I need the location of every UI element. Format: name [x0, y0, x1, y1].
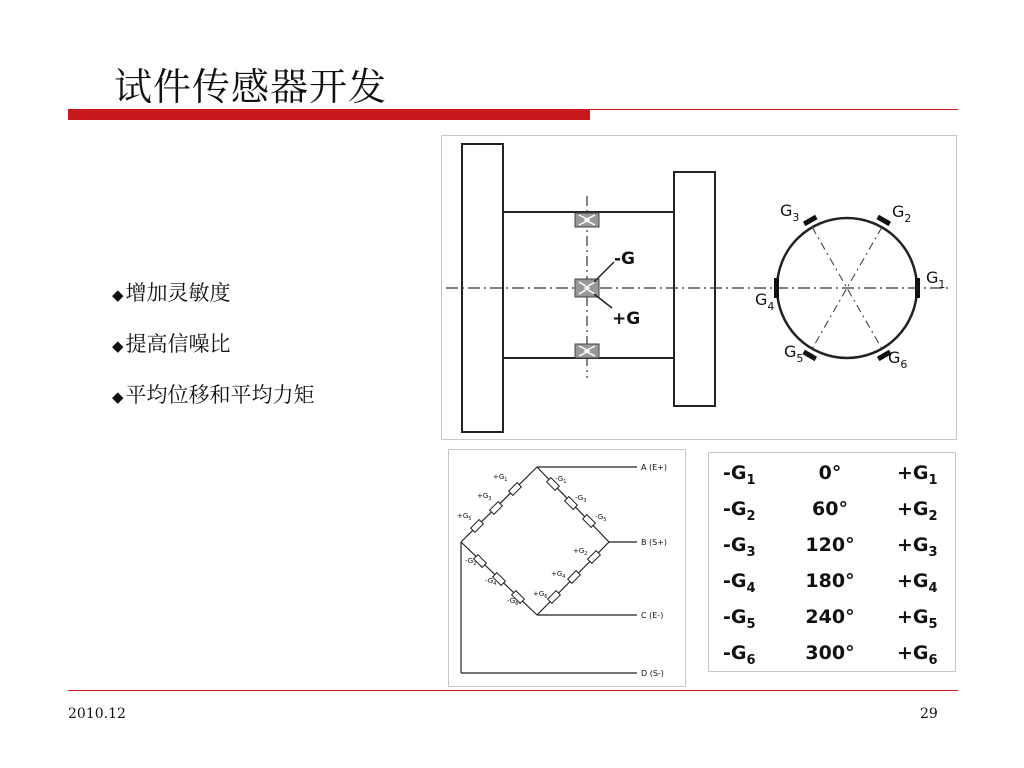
- bullet-list: [112, 274, 315, 427]
- bridge-circuit: [449, 450, 685, 686]
- svg-text:60°: 60°: [812, 498, 848, 520]
- svg-text:180°: 180°: [805, 570, 855, 592]
- table-row: [723, 462, 938, 488]
- diamond-bullet-icon: ◆: [112, 337, 124, 355]
- label-g5: $G_5$: [784, 342, 804, 365]
- resistor-plus-g6: [548, 591, 561, 604]
- gauge-angle-table: [709, 453, 955, 671]
- svg-text:-G4: $-G_4$: [485, 577, 497, 587]
- svg-text:-G3: $-G_3$: [723, 534, 756, 560]
- svg-text:+G5: $+G_5$: [457, 512, 472, 522]
- resistor-plus-g4: [568, 571, 581, 584]
- svg-text:+G5: $+G_5$: [897, 606, 938, 632]
- terminal-d-label: D (S-): [641, 669, 664, 678]
- svg-text:0°: 0°: [818, 462, 842, 484]
- terminal-c-label: C (E-): [641, 611, 664, 620]
- svg-text:+G6: $+G_6$: [533, 590, 548, 600]
- svg-text:+G3: $+G_3$: [477, 492, 492, 502]
- bridge-circuit-panel: [448, 449, 686, 687]
- table-row: [723, 606, 938, 632]
- bullet-text: 增加灵敏度: [125, 281, 231, 305]
- bullet-text: 平均位移和平均力矩: [125, 383, 315, 407]
- table-row: [723, 642, 938, 668]
- bullet-item: [112, 325, 315, 376]
- resistor-plus-g1: [509, 483, 522, 496]
- label-g4: $G_4$: [755, 290, 775, 313]
- diamond-bullet-icon: ◆: [112, 388, 124, 406]
- svg-text:+G4: $+G_4$: [551, 570, 566, 580]
- svg-text:-G6: $-G_6$: [507, 597, 519, 607]
- svg-text:+G4: $+G_4$: [897, 570, 938, 596]
- svg-text:-G1: $-G_1$: [555, 475, 567, 485]
- svg-text:-G1: $-G_1$: [723, 462, 756, 488]
- page-number: 29: [920, 706, 938, 722]
- svg-text:+G2: $+G_2$: [573, 547, 588, 557]
- resistor-plus-g5: [471, 520, 484, 533]
- strain-gauge-top: [575, 213, 599, 227]
- label-g6: $G_6$: [888, 348, 908, 371]
- svg-text:-G3: $-G_3$: [575, 494, 587, 504]
- minus-g-label: -G: [614, 249, 636, 269]
- gauge-angle-table-panel: [708, 452, 956, 672]
- svg-text:-G5: $-G_5$: [723, 606, 756, 632]
- strain-gauge-bottom: [575, 344, 599, 358]
- svg-text:+G3: $+G_3$: [897, 534, 938, 560]
- svg-text:-G4: $-G_4$: [723, 570, 756, 596]
- svg-text:-G2: $-G_2$: [723, 498, 756, 524]
- label-g1: $G_1$: [926, 268, 946, 291]
- svg-text:-G2: $-G_2$: [465, 557, 477, 567]
- resistor-minus-g5: [583, 515, 596, 528]
- table-row: [723, 498, 938, 524]
- right-flange: [674, 172, 715, 406]
- svg-text:+G6: $+G_6$: [897, 642, 938, 668]
- svg-text:-G5: $-G_5$: [595, 513, 607, 523]
- svg-text:+G1: $+G_1$: [897, 462, 938, 488]
- terminal-a-label: A (E+): [641, 463, 668, 472]
- svg-text:+G2: $+G_2$: [897, 498, 938, 524]
- title-underline-bar: [68, 110, 590, 120]
- bullet-item: [112, 376, 315, 427]
- gauge-mark-g1: [915, 278, 920, 298]
- svg-text:240°: 240°: [805, 606, 855, 628]
- svg-text:120°: 120°: [805, 534, 855, 556]
- footer-date: 2010.12: [68, 706, 126, 722]
- svg-text:300°: 300°: [805, 642, 855, 664]
- svg-text:+G1: $+G_1$: [493, 473, 508, 483]
- gauge-mark-g4: [774, 278, 779, 298]
- bullet-text: 提高信噪比: [125, 332, 231, 356]
- label-g3: $G_3$: [780, 201, 800, 224]
- specimen-diagram: [442, 136, 956, 439]
- bullet-item: [112, 274, 315, 325]
- svg-text:-G6: $-G_6$: [723, 642, 756, 668]
- footer-divider: [68, 690, 958, 691]
- slide-title: 试件传感器开发: [114, 65, 388, 109]
- resistor-plus-g3: [490, 502, 503, 515]
- table-row: [723, 534, 938, 560]
- diamond-bullet-icon: ◆: [112, 286, 124, 304]
- plus-g-label: +G: [612, 309, 641, 329]
- terminal-b-label: B (S+): [641, 538, 668, 547]
- label-g2: $G_2$: [892, 202, 912, 225]
- table-row: [723, 570, 938, 596]
- specimen-diagram-panel: [441, 135, 957, 440]
- resistor-plus-g2: [588, 551, 601, 564]
